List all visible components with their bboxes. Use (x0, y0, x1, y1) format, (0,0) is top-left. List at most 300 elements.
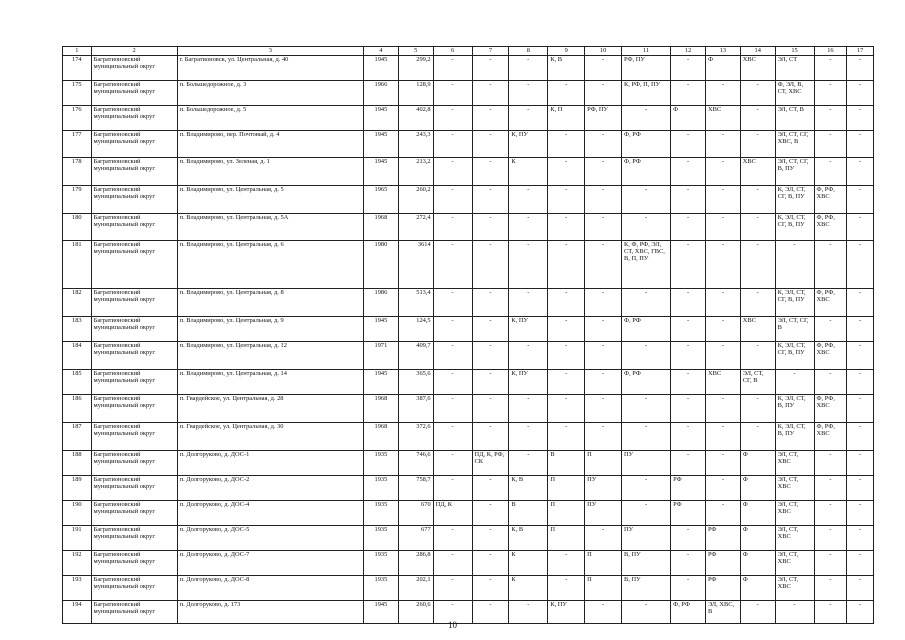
table-row (63, 158, 874, 186)
cell-col-16: Ф, РФ, ХВС (814, 423, 847, 451)
column-number-8: 8 (509, 47, 548, 56)
housing-register-table (62, 46, 874, 624)
cell-col-15: К, ЭЛ, СТ, СГ, В, ПУ (775, 289, 814, 317)
cell-col-11: В, ПУ (622, 551, 671, 576)
cell-col-7: - (472, 131, 509, 158)
cell-col-8: К (509, 576, 548, 601)
cell-col-8: - (509, 342, 548, 370)
column-number-12: 12 (671, 47, 706, 56)
table-row (63, 395, 874, 423)
cell-col-3: п. Гвардейское, ул. Центральная, д. 28 (177, 395, 363, 423)
cell-col-12: РФ (671, 501, 706, 526)
table-row (63, 576, 874, 601)
cell-col-5: 3614 (398, 241, 433, 289)
cell-col-13: - (705, 158, 740, 186)
cell-col-8: - (509, 81, 548, 106)
cell-col-1: 179 (63, 186, 92, 214)
cell-col-13: РФ (705, 576, 740, 601)
cell-col-12: РФ (671, 476, 706, 501)
cell-col-10: ПУ (585, 501, 622, 526)
cell-col-9: К, П (548, 106, 585, 131)
cell-col-10: П (585, 576, 622, 601)
cell-col-13: - (705, 241, 740, 289)
cell-col-12: - (671, 56, 706, 81)
cell-col-15: К, ЭЛ, СТ, СГ, В, ПУ (775, 214, 814, 241)
cell-col-11: РФ, ПУ (622, 56, 671, 81)
cell-col-8: - (509, 241, 548, 289)
cell-col-10: - (585, 289, 622, 317)
table-row (63, 289, 874, 317)
cell-col-13: - (705, 423, 740, 451)
cell-col-2: Багратионовский муниципальный округ (91, 56, 177, 81)
cell-col-9: - (548, 81, 585, 106)
cell-col-17: - (847, 158, 874, 186)
cell-col-16: Ф, РФ, ХВС (814, 289, 847, 317)
cell-col-9: - (548, 370, 585, 395)
cell-col-17: - (847, 342, 874, 370)
cell-col-11: ПУ (622, 526, 671, 551)
cell-col-1: 176 (63, 106, 92, 131)
cell-col-17: - (847, 317, 874, 342)
cell-col-11: К, РФ, П, ПУ (622, 81, 671, 106)
cell-col-12: - (671, 451, 706, 476)
cell-col-7: - (472, 289, 509, 317)
cell-col-11: К, Ф, РФ, ЭЛ, СТ, ХВС, ГВС, В, П, ПУ (622, 241, 671, 289)
cell-col-8: К, ПУ (509, 131, 548, 158)
cell-col-10: - (585, 601, 622, 624)
cell-col-13: ХВС (705, 106, 740, 131)
cell-col-3: п. Большедорожное, д. 5 (177, 106, 363, 131)
cell-col-5: 746,6 (398, 451, 433, 476)
cell-col-17: - (847, 601, 874, 624)
cell-col-12: - (671, 551, 706, 576)
cell-col-16: - (814, 317, 847, 342)
cell-col-15: - (775, 601, 814, 624)
cell-col-5: 387,6 (398, 395, 433, 423)
cell-col-11: - (622, 342, 671, 370)
cell-col-4: 1945 (364, 56, 399, 81)
cell-col-5: 409,7 (398, 342, 433, 370)
cell-col-7: - (472, 106, 509, 131)
table-row (63, 131, 874, 158)
table-row (63, 342, 874, 370)
cell-col-11: - (622, 214, 671, 241)
cell-col-7: - (472, 214, 509, 241)
cell-col-9: - (548, 289, 585, 317)
cell-col-13: - (705, 289, 740, 317)
cell-col-11: - (622, 395, 671, 423)
cell-col-5: 243,3 (398, 131, 433, 158)
cell-col-14: - (740, 395, 775, 423)
cell-col-16: - (814, 56, 847, 81)
cell-col-11: - (622, 423, 671, 451)
cell-col-16: Ф, РФ, ХВС (814, 214, 847, 241)
cell-col-1: 186 (63, 395, 92, 423)
cell-col-4: 1935 (364, 451, 399, 476)
cell-col-2: Багратионовский муниципальный округ (91, 241, 177, 289)
cell-col-2: Багратионовский муниципальный округ (91, 214, 177, 241)
cell-col-16: Ф, РФ, ХВС (814, 342, 847, 370)
cell-col-3: п. Долгоруково, д. ДОС-2 (177, 476, 363, 501)
cell-col-5: 365,6 (398, 370, 433, 395)
cell-col-11: - (622, 289, 671, 317)
cell-col-8: К, ПУ (509, 317, 548, 342)
column-number-9: 9 (548, 47, 585, 56)
cell-col-14: ХВС (740, 56, 775, 81)
cell-col-3: п. Владимирово, ул. Центральная, д. 14 (177, 370, 363, 395)
cell-col-3: п. Долгоруково, д. ДОС-4 (177, 501, 363, 526)
cell-col-1: 178 (63, 158, 92, 186)
cell-col-11: - (622, 476, 671, 501)
cell-col-16: - (814, 601, 847, 624)
cell-col-6: - (433, 106, 472, 131)
cell-col-7: - (472, 56, 509, 81)
cell-col-14: - (740, 186, 775, 214)
cell-col-2: Багратионовский муниципальный округ (91, 601, 177, 624)
cell-col-17: - (847, 526, 874, 551)
cell-col-3: п. Долгоруково, д. ДОС-1 (177, 451, 363, 476)
cell-col-7: - (472, 551, 509, 576)
cell-col-3: п. Владимирово, пер. Почтовый, д. 4 (177, 131, 363, 158)
cell-col-14: Ф (740, 501, 775, 526)
cell-col-9: - (548, 576, 585, 601)
cell-col-16: - (814, 158, 847, 186)
cell-col-16: - (814, 451, 847, 476)
cell-col-15: К, ЭЛ, СТ, СГ, В, ПУ (775, 186, 814, 214)
cell-col-6: - (433, 551, 472, 576)
cell-col-10: - (585, 241, 622, 289)
cell-col-14: - (740, 342, 775, 370)
cell-col-14: ЭЛ, СТ, СГ, В (740, 370, 775, 395)
cell-col-7: - (472, 526, 509, 551)
cell-col-8: К, ПУ (509, 370, 548, 395)
cell-col-15: ЭЛ, СТ, СГ, В, ПУ (775, 158, 814, 186)
page-number: 10 (448, 620, 457, 630)
cell-col-5: 758,7 (398, 476, 433, 501)
cell-col-10: П (585, 551, 622, 576)
cell-col-6: - (433, 423, 472, 451)
cell-col-2: Багратионовский муниципальный округ (91, 476, 177, 501)
cell-col-17: - (847, 56, 874, 81)
cell-col-3: п. Долгоруково, д. ДОС-8 (177, 576, 363, 601)
cell-col-9: - (548, 131, 585, 158)
cell-col-14: Ф (740, 476, 775, 501)
cell-col-2: Багратионовский муниципальный округ (91, 395, 177, 423)
cell-col-1: 181 (63, 241, 92, 289)
cell-col-3: п. Долгоруково, д. 173 (177, 601, 363, 624)
cell-col-8: - (509, 601, 548, 624)
cell-col-16: - (814, 106, 847, 131)
cell-col-1: 185 (63, 370, 92, 395)
cell-col-3: п. Владимирово, ул. Центральная, д. 6 (177, 241, 363, 289)
cell-col-12: Ф (671, 106, 706, 131)
cell-col-11: Ф, РФ (622, 370, 671, 395)
cell-col-9: В (548, 451, 585, 476)
column-number-2: 2 (91, 47, 177, 56)
cell-col-3: п. Долгоруково, д. ДОС-5 (177, 526, 363, 551)
cell-col-1: 182 (63, 289, 92, 317)
cell-col-2: Багратионовский муниципальный округ (91, 106, 177, 131)
column-number-4: 4 (364, 47, 399, 56)
cell-col-10: - (585, 370, 622, 395)
cell-col-7: - (472, 423, 509, 451)
cell-col-5: 272,4 (398, 214, 433, 241)
cell-col-12: - (671, 317, 706, 342)
column-number-11: 11 (622, 47, 671, 56)
cell-col-12: - (671, 289, 706, 317)
cell-col-12: - (671, 370, 706, 395)
cell-col-8: В (509, 501, 548, 526)
cell-col-6: ПД, К (433, 501, 472, 526)
table-row (63, 241, 874, 289)
cell-col-9: - (548, 317, 585, 342)
cell-col-6: - (433, 526, 472, 551)
cell-col-14: - (740, 106, 775, 131)
column-number-10: 10 (585, 47, 622, 56)
cell-col-8: - (509, 289, 548, 317)
cell-col-2: Багратионовский муниципальный округ (91, 526, 177, 551)
cell-col-6: - (433, 214, 472, 241)
cell-col-4: 1945 (364, 131, 399, 158)
cell-col-15: ЭЛ, СТ, СГ, В (775, 317, 814, 342)
cell-col-10: - (585, 317, 622, 342)
cell-col-11: - (622, 601, 671, 624)
cell-col-9: - (548, 158, 585, 186)
cell-col-10: - (585, 158, 622, 186)
cell-col-5: 260,6 (398, 601, 433, 624)
cell-col-14: - (740, 214, 775, 241)
cell-col-5: 202,1 (398, 576, 433, 601)
cell-col-3: п. Владимирово, ул. Центральная, д. 12 (177, 342, 363, 370)
cell-col-17: - (847, 241, 874, 289)
cell-col-13: РФ (705, 526, 740, 551)
cell-col-4: 1945 (364, 601, 399, 624)
cell-col-4: 1968 (364, 214, 399, 241)
cell-col-7: - (472, 81, 509, 106)
cell-col-5: 299,2 (398, 56, 433, 81)
cell-col-6: - (433, 81, 472, 106)
cell-col-3: п. Владимирово, ул. Центральная, д. 5А (177, 214, 363, 241)
cell-col-1: 180 (63, 214, 92, 241)
cell-col-6: - (433, 476, 472, 501)
cell-col-4: 1935 (364, 576, 399, 601)
cell-col-15: ЭЛ, СТ, ХВС (775, 501, 814, 526)
cell-col-6: - (433, 601, 472, 624)
cell-col-5: 286,8 (398, 551, 433, 576)
cell-col-13: - (705, 81, 740, 106)
cell-col-12: - (671, 395, 706, 423)
cell-col-7: ПД, К, РФ, СК (472, 451, 509, 476)
cell-col-15: - (775, 370, 814, 395)
cell-col-17: - (847, 576, 874, 601)
cell-col-4: 1965 (364, 186, 399, 214)
cell-col-13: - (705, 342, 740, 370)
cell-col-7: - (472, 601, 509, 624)
column-number-5: 5 (398, 47, 433, 56)
table-row (63, 56, 874, 81)
table-row (63, 423, 874, 451)
cell-col-9: - (548, 395, 585, 423)
cell-col-4: 1968 (364, 395, 399, 423)
cell-col-12: - (671, 342, 706, 370)
cell-col-2: Багратионовский муниципальный округ (91, 158, 177, 186)
cell-col-1: 193 (63, 576, 92, 601)
cell-col-5: 213,2 (398, 158, 433, 186)
cell-col-4: 1945 (364, 106, 399, 131)
cell-col-16: - (814, 241, 847, 289)
cell-col-17: - (847, 106, 874, 131)
cell-col-7: - (472, 501, 509, 526)
cell-col-4: 1980 (364, 241, 399, 289)
cell-col-4: 1971 (364, 342, 399, 370)
cell-col-12: - (671, 131, 706, 158)
column-number-1: 1 (63, 47, 92, 56)
cell-col-15: К, ЭЛ, СТ, В, ПУ (775, 395, 814, 423)
cell-col-7: - (472, 342, 509, 370)
cell-col-4: 1945 (364, 370, 399, 395)
cell-col-4: 1935 (364, 526, 399, 551)
cell-col-12: - (671, 526, 706, 551)
cell-col-3: п. Долгоруково, д. ДОС-7 (177, 551, 363, 576)
cell-col-6: - (433, 451, 472, 476)
cell-col-5: 402,8 (398, 106, 433, 131)
cell-col-1: 188 (63, 451, 92, 476)
cell-col-8: К (509, 551, 548, 576)
cell-col-16: - (814, 370, 847, 395)
cell-col-4: 1935 (364, 551, 399, 576)
cell-col-9: - (548, 423, 585, 451)
cell-col-1: 192 (63, 551, 92, 576)
cell-col-7: - (472, 476, 509, 501)
cell-col-13: РФ (705, 551, 740, 576)
cell-col-5: 670 (398, 501, 433, 526)
cell-col-3: п. Владимирово, ул. Центральная, д. 5 (177, 186, 363, 214)
table-row (63, 214, 874, 241)
cell-col-10: - (585, 131, 622, 158)
cell-col-7: - (472, 158, 509, 186)
cell-col-14: - (740, 241, 775, 289)
cell-col-13: - (705, 501, 740, 526)
cell-col-5: 372,6 (398, 423, 433, 451)
cell-col-4: 1945 (364, 317, 399, 342)
cell-col-7: - (472, 576, 509, 601)
cell-col-17: - (847, 451, 874, 476)
cell-col-15: ЭЛ, СТ, В (775, 106, 814, 131)
cell-col-16: - (814, 131, 847, 158)
cell-col-14: Ф (740, 526, 775, 551)
cell-col-15: ЭЛ, СТ, ХВС (775, 526, 814, 551)
cell-col-16: - (814, 551, 847, 576)
cell-col-14: Ф (740, 451, 775, 476)
cell-col-5: 677 (398, 526, 433, 551)
cell-col-14: ХВС (740, 317, 775, 342)
cell-col-3: п. Большедорожное, д. 3 (177, 81, 363, 106)
cell-col-6: - (433, 317, 472, 342)
cell-col-1: 174 (63, 56, 92, 81)
cell-col-11: Ф, РФ (622, 158, 671, 186)
cell-col-10: - (585, 81, 622, 106)
cell-col-11: ПУ (622, 451, 671, 476)
cell-col-13: - (705, 317, 740, 342)
cell-col-12: - (671, 423, 706, 451)
cell-col-6: - (433, 576, 472, 601)
cell-col-13: - (705, 395, 740, 423)
cell-col-16: - (814, 501, 847, 526)
cell-col-16: - (814, 526, 847, 551)
cell-col-1: 194 (63, 601, 92, 624)
cell-col-10: - (585, 186, 622, 214)
cell-col-4: 1935 (364, 501, 399, 526)
cell-col-14: ХВС (740, 158, 775, 186)
cell-col-13: - (705, 476, 740, 501)
cell-col-8: К, В (509, 526, 548, 551)
cell-col-13: - (705, 186, 740, 214)
cell-col-2: Багратионовский муниципальный округ (91, 289, 177, 317)
cell-col-7: - (472, 241, 509, 289)
column-number-14: 14 (740, 47, 775, 56)
cell-col-1: 177 (63, 131, 92, 158)
column-number-7: 7 (472, 47, 509, 56)
cell-col-9: - (548, 551, 585, 576)
cell-col-11: В, ПУ (622, 576, 671, 601)
cell-col-15: Ф, ЭЛ, В, СТ, ХВС (775, 81, 814, 106)
cell-col-15: К, ЭЛ, СТ, СГ, В, ПУ (775, 342, 814, 370)
cell-col-3: п. Владимирово, ул. Центральная, д. 8 (177, 289, 363, 317)
column-number-3: 3 (177, 47, 363, 56)
cell-col-1: 191 (63, 526, 92, 551)
cell-col-17: - (847, 214, 874, 241)
cell-col-6: - (433, 289, 472, 317)
cell-col-17: - (847, 186, 874, 214)
cell-col-7: - (472, 370, 509, 395)
cell-col-15: ЭЛ, СТ, ХВС (775, 476, 814, 501)
cell-col-13: - (705, 451, 740, 476)
cell-col-15: ЭЛ, СТ (775, 56, 814, 81)
cell-col-8: - (509, 395, 548, 423)
cell-col-12: - (671, 158, 706, 186)
cell-col-9: - (548, 186, 585, 214)
cell-col-14: - (740, 423, 775, 451)
cell-col-9: П (548, 501, 585, 526)
cell-col-16: Ф, РФ, ХВС (814, 186, 847, 214)
cell-col-2: Багратионовский муниципальный округ (91, 451, 177, 476)
cell-col-6: - (433, 342, 472, 370)
cell-col-12: - (671, 214, 706, 241)
cell-col-6: - (433, 131, 472, 158)
column-number-17: 17 (847, 47, 874, 56)
cell-col-14: - (740, 131, 775, 158)
cell-col-17: - (847, 81, 874, 106)
cell-col-9: - (548, 214, 585, 241)
cell-col-8: - (509, 106, 548, 131)
cell-col-4: 1935 (364, 476, 399, 501)
cell-col-7: - (472, 317, 509, 342)
cell-col-15: ЭЛ, СТ, ХВС (775, 576, 814, 601)
cell-col-8: - (509, 56, 548, 81)
cell-col-4: 1966 (364, 81, 399, 106)
cell-col-7: - (472, 395, 509, 423)
cell-col-8: - (509, 423, 548, 451)
cell-col-2: Багратионовский муниципальный округ (91, 576, 177, 601)
cell-col-4: 1968 (364, 423, 399, 451)
cell-col-17: - (847, 423, 874, 451)
cell-col-7: - (472, 186, 509, 214)
cell-col-15: К, ЭЛ, СТ, В, ПУ (775, 423, 814, 451)
cell-col-15: - (775, 241, 814, 289)
cell-col-11: - (622, 186, 671, 214)
cell-col-14: - (740, 81, 775, 106)
cell-col-1: 175 (63, 81, 92, 106)
